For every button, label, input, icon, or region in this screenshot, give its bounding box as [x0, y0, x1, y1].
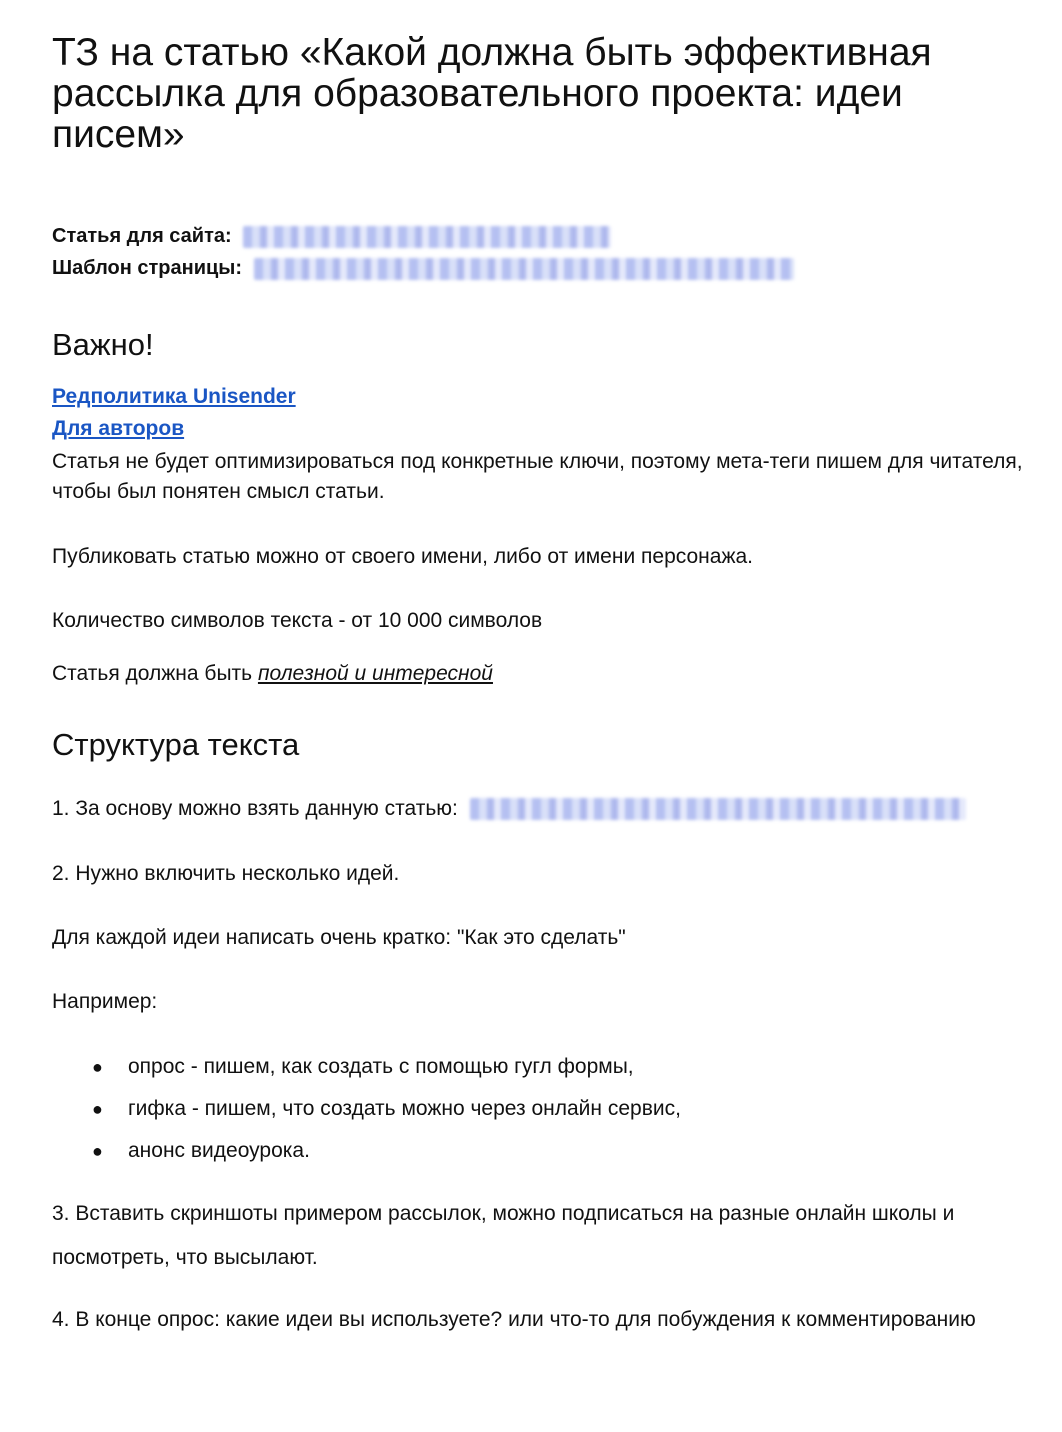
- quality-prefix: Статья должна быть: [52, 662, 258, 685]
- quality-emphasis: полезной и интересной: [257, 662, 493, 685]
- important-heading: Важно!: [52, 327, 154, 362]
- article-label: Статья для сайта:: [52, 225, 232, 247]
- page-title: ТЗ на статью «Какой должна быть эффективная рассылка для образовательного проекта: идеи писем»: [52, 31, 932, 156]
- for-authors-link[interactable]: Для авторов: [52, 417, 185, 440]
- template-url-line: [52, 254, 794, 282]
- example-label: Например:: [52, 990, 158, 1013]
- author-name-paragraph: Публиковать статью можно от своего имени, либо от имени персонажа.: [52, 545, 754, 568]
- article-url-redacted: [243, 226, 611, 248]
- article-quality-paragraph: [52, 659, 1032, 689]
- editorial-policy-link[interactable]: Редполитика Unisender: [52, 385, 296, 408]
- list-item-text: опрос - пишем, как создать с помощью гугл формы,: [128, 1055, 634, 1078]
- list-item: [52, 1130, 681, 1172]
- structure-item-3: 3. Вставить скриншоты примером рассылок, можно подписаться на разные онлайн школы и посмотреть, что высылают.: [52, 1202, 955, 1269]
- list-item: [52, 1088, 681, 1130]
- structure-heading: Структура текста: [52, 727, 300, 762]
- list-item: [52, 1046, 681, 1088]
- template-label: Шаблон страницы:: [52, 257, 243, 279]
- ideas-bullet-list: [52, 1046, 681, 1172]
- list-item-text: анонс видеоурока.: [128, 1139, 310, 1162]
- structure-item-2-note: Для каждой идеи написать очень кратко: "Как это сделать": [52, 926, 626, 949]
- list-item-text: гифка - пишем, что создать можно через онлайн сервис,: [128, 1097, 681, 1120]
- article-url-line: [52, 222, 611, 250]
- seo-note-paragraph: Статья не будет оптимизироваться под конкретные ключи, поэтому мета-теги пишем для читателя, чтобы был понятен смысл статьи.: [52, 450, 1023, 503]
- bullet-dot-icon: ●: [92, 1057, 103, 1077]
- template-url-redacted: [254, 258, 794, 280]
- structure-item-2: 2. Нужно включить несколько идей.: [52, 862, 400, 885]
- structure-item-1: [52, 794, 1032, 824]
- bullet-dot-icon: ●: [92, 1099, 103, 1119]
- structure-item-4: 4. В конце опрос: какие идеи вы используете? или что-то для побуждения к комментированию: [52, 1308, 976, 1331]
- source-article-url-redacted: [470, 798, 966, 820]
- char-count-paragraph: Количество символов текста - от 10 000 символов: [52, 609, 543, 632]
- bullet-dot-icon: ●: [92, 1141, 103, 1161]
- structure-item-1-text: 1. За основу можно взять данную статью:: [52, 797, 458, 820]
